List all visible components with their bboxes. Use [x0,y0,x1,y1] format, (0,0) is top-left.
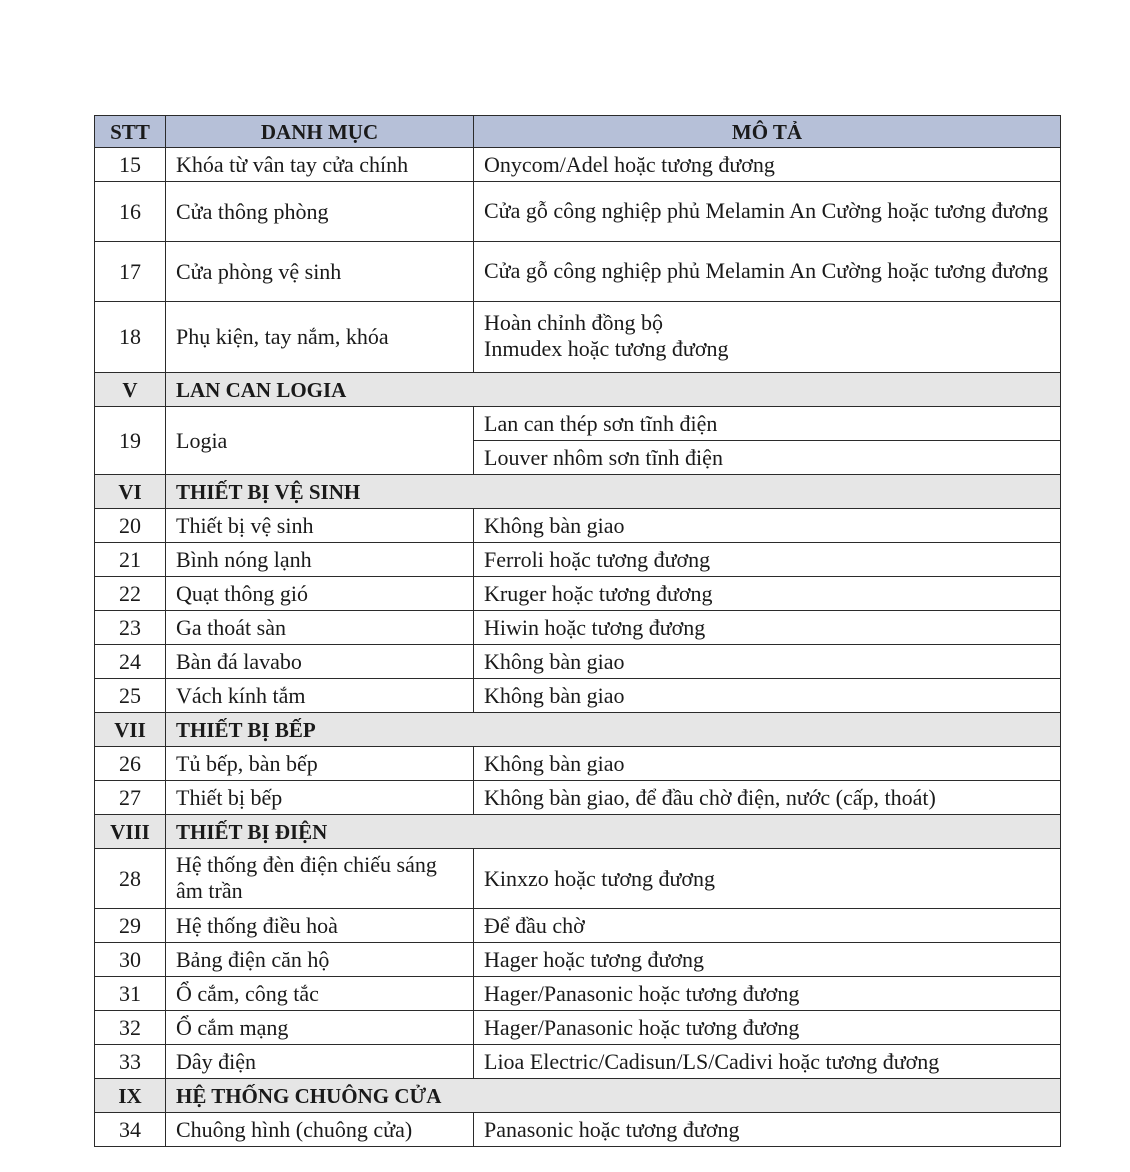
table-row [95,148,1061,182]
row-description: Không bàn giao [474,747,1061,781]
section-row [95,713,1061,747]
table-row [95,509,1061,543]
section-row [95,1079,1061,1113]
table-row [95,977,1061,1011]
row-category: Vách kính tắm [166,679,474,713]
row-category: Tủ bếp, bàn bếp [166,747,474,781]
row-category: Bảng điện căn hộ [166,943,474,977]
row-description: Lioa Electric/Cadisun/LS/Cadivi hoặc tương đương [474,1045,1061,1079]
row-description: Hager hoặc tương đương [474,943,1061,977]
row-description: Hiwin hoặc tương đương [474,611,1061,645]
row-category: Khóa từ vân tay cửa chính [166,148,474,182]
row-stt: 34 [95,1113,166,1147]
row-category: Thiết bị bếp [166,781,474,815]
table-row [95,182,1061,242]
row-stt: 26 [95,747,166,781]
row-description: Ferroli hoặc tương đương [474,543,1061,577]
table-row [95,747,1061,781]
row-stt: 24 [95,645,166,679]
row-description: Louver nhôm sơn tĩnh điện [474,441,1061,475]
table-row [95,645,1061,679]
section-row [95,815,1061,849]
table-row [95,242,1061,302]
table-row [95,1045,1061,1079]
row-stt: 19 [95,407,166,475]
row-stt: 30 [95,943,166,977]
table-row [95,943,1061,977]
row-description [474,302,1061,373]
table-row [95,679,1061,713]
row-category: Chuông hình (chuông cửa) [166,1113,474,1147]
row-description: Cửa gỗ công nghiệp phủ Melamin An Cường hoặc tương đương [474,242,1061,302]
specification-table [94,115,1061,1147]
row-category: Hệ thống đèn điện chiếu sáng âm trần [166,849,474,909]
row-stt: 18 [95,302,166,373]
row-description: Kinxzo hoặc tương đương [474,849,1061,909]
section-code: IX [95,1079,166,1113]
row-stt: 22 [95,577,166,611]
row-category: Phụ kiện, tay nắm, khóa [166,302,474,373]
row-stt: 25 [95,679,166,713]
table-row [95,909,1061,943]
row-description: Hager/Panasonic hoặc tương đương [474,1011,1061,1045]
section-title: THIẾT BỊ ĐIỆN [166,815,1061,849]
table-row [95,302,1061,373]
row-description: Hager/Panasonic hoặc tương đương [474,977,1061,1011]
row-description: Cửa gỗ công nghiệp phủ Melamin An Cường hoặc tương đương [474,182,1061,242]
row-stt: 33 [95,1045,166,1079]
row-description: Panasonic hoặc tương đương [474,1113,1061,1147]
row-stt: 29 [95,909,166,943]
row-description: Lan can thép sơn tĩnh điện [474,407,1061,441]
section-code: VI [95,475,166,509]
row-stt: 20 [95,509,166,543]
row-description: Không bàn giao [474,509,1061,543]
row-description: Không bàn giao [474,679,1061,713]
section-title: HỆ THỐNG CHUÔNG CỬA [166,1079,1061,1113]
row-stt: 21 [95,543,166,577]
header-stt: STT [95,116,166,148]
section-code: VII [95,713,166,747]
row-category: Cửa thông phòng [166,182,474,242]
row-stt: 28 [95,849,166,909]
row-category: Dây điện [166,1045,474,1079]
row-category: Ổ cắm mạng [166,1011,474,1045]
row-stt: 17 [95,242,166,302]
table-row [95,577,1061,611]
row-description: Không bàn giao [474,645,1061,679]
row-category: Hệ thống điều hoà [166,909,474,943]
table-row [95,1011,1061,1045]
section-code: V [95,373,166,407]
header-category: DANH MỤC [166,116,474,148]
row-stt: 15 [95,148,166,182]
header-description: MÔ TẢ [474,116,1061,148]
table-row [95,849,1061,909]
row-stt: 27 [95,781,166,815]
row-stt: 23 [95,611,166,645]
row-description: Để đầu chờ [474,909,1061,943]
section-title: THIẾT BỊ VỆ SINH [166,475,1061,509]
row-stt: 31 [95,977,166,1011]
section-row [95,475,1061,509]
row-description: Onycom/Adel hoặc tương đương [474,148,1061,182]
section-code: VIII [95,815,166,849]
row-category: Ga thoát sàn [166,611,474,645]
table-row [95,781,1061,815]
row-stt: 32 [95,1011,166,1045]
row-category: Ổ cắm, công tắc [166,977,474,1011]
table-header-row [95,116,1061,148]
row-category: Quạt thông gió [166,577,474,611]
row-category: Thiết bị vệ sinh [166,509,474,543]
row-category: Bàn đá lavabo [166,645,474,679]
section-row [95,373,1061,407]
table-row [95,611,1061,645]
row-stt: 16 [95,182,166,242]
section-title: LAN CAN LOGIA [166,373,1061,407]
row-category: Cửa phòng vệ sinh [166,242,474,302]
description-line: Hoàn chỉnh đồng bộ [484,310,664,335]
row-category: Logia [166,407,474,475]
row-description: Không bàn giao, để đầu chờ điện, nước (cấp, thoát) [474,781,1061,815]
table-row [95,1113,1061,1147]
row-category: Bình nóng lạnh [166,543,474,577]
row-description: Kruger hoặc tương đương [474,577,1061,611]
section-title: THIẾT BỊ BẾP [166,713,1061,747]
description-line: Inmudex hoặc tương đương [484,336,729,361]
table-row [95,543,1061,577]
table-row [95,407,1061,441]
